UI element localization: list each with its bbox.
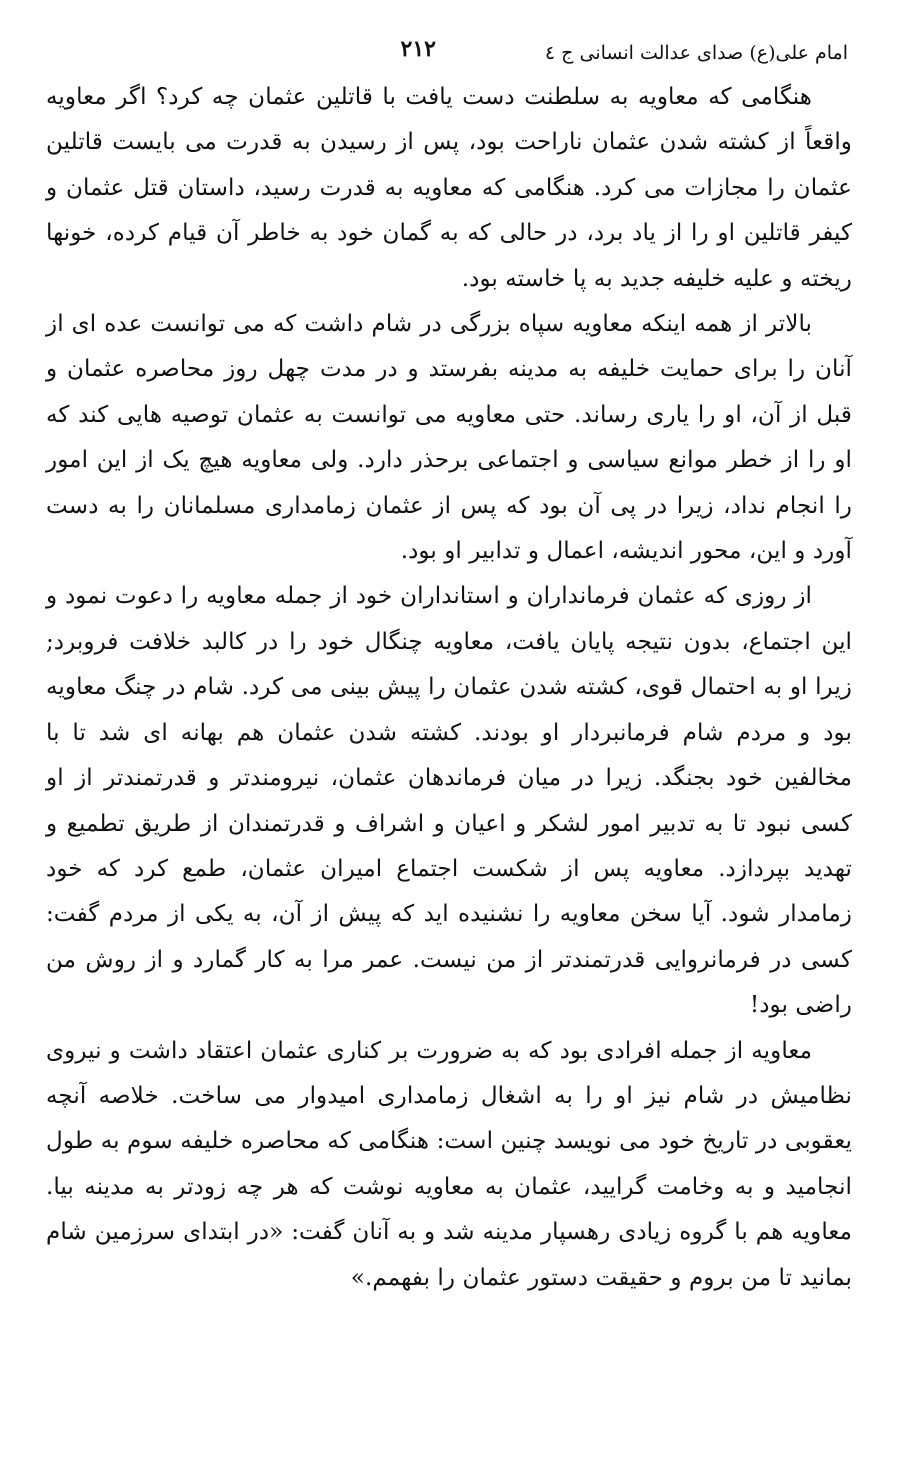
- paragraph-3: از روزی که عثمان فرمانداران و استانداران خود از جمله معاویه را دعوت نمود و این اجتماع، بدون نتیجه پایان یافت، معاویه چنگال خود را در کالبد خلافت فروبرد; زیرا او به احتمال قوی، کشته شدن عثمان را پیش بینی می کرد. شام در چنگ معاویه بود و مردم شام فرمانبردار او بودند. کشته شدن عثمان هم بهانه ای شد تا با مخالفین خود بجنگد. زیرا در میان فرماندهان عثمان، نیرومندتر و قدرتمندتر از او کسی نبود تا به تدبیر امور لشکر و اعیان و اشراف و قدرتمندان از طریق تطمیع و تهدید بپردازد. معاویه پس از شکست اجتماع امیران عثمان، طمع کرد که خود زمامدار شود. آیا سخن معاویه را نشنیده اید که پیش از آن، به یکی از مردم گفت: کسی در فرمانروایی قدرتمندتر از من نیست. عمر مرا به کار گمارد و از روش من راضی بود!: [46, 582, 852, 1019]
- page-number: ٢١٢: [400, 36, 436, 62]
- paragraph-2: بالاتر از همه اینکه معاویه سپاه بزرگی در شام داشت که می توانست عده ای از آنان را برای حمایت خلیفه به مدینه بفرستد و در مدت چهل روز محاصره عثمان و قبل از آن، او را یاری رساند. حتی معاویه می توانست به عثمان توصیه هایی کند که او را از خطر موانع سیاسی و اجتماعی برحذر دارد. ولی معاویه هیچ یک از این امور را انجام نداد، زیرا در پی آن بود که پس از عثمان زمامداری مسلمانان را به دست آورد و این، محور اندیشه، اعمال و تدابیر او بود.: [46, 310, 852, 565]
- paragraph-1: هنگامی که معاویه به سلطنت دست یافت با قاتلین عثمان چه کرد؟ اگر معاویه واقعاً از کشته شدن عثمان ناراحت بود، پس از رسیدن به قدرت می بایست قاتلین عثمان را مجازات می کرد. هنگامی که معاویه به قدرت رسید، داستان قتل عثمان و کیفر قاتلین او را از یاد برد، در حالی که به گمان خود به خاطر آن قیام کرده، خونها ریخته و علیه خلیفه جدید به پا خاسته بود.: [46, 83, 852, 292]
- book-title: امام علی(ع) صدای عدالت انسانی ج ٤: [544, 42, 848, 64]
- paragraph-4: معاویه از جمله افرادی بود که به ضرورت بر کناری عثمان اعتقاد داشت و نیروی نظامیش در شام نیز او را به اشغال زمامداری امیدوار می ساخت. خلاصه آنچه یعقوبی در تاریخ خود می نویسد چنین است: هنگامی که محاصره خلیفه سوم به طول انجامید و به وخامت گرایید، عثمان به معاویه نوشت که هر چه زودتر به مدینه بیا. معاویه هم با گروه زیادی رهسپار مدینه شد و به آنان گفت: «در ابتدای سرزمین شام بمانید تا من بروم و حقیقت دستور عثمان را بفهمم.»: [46, 1036, 852, 1291]
- body-text: [46, 74, 852, 1300]
- running-header: [46, 28, 852, 74]
